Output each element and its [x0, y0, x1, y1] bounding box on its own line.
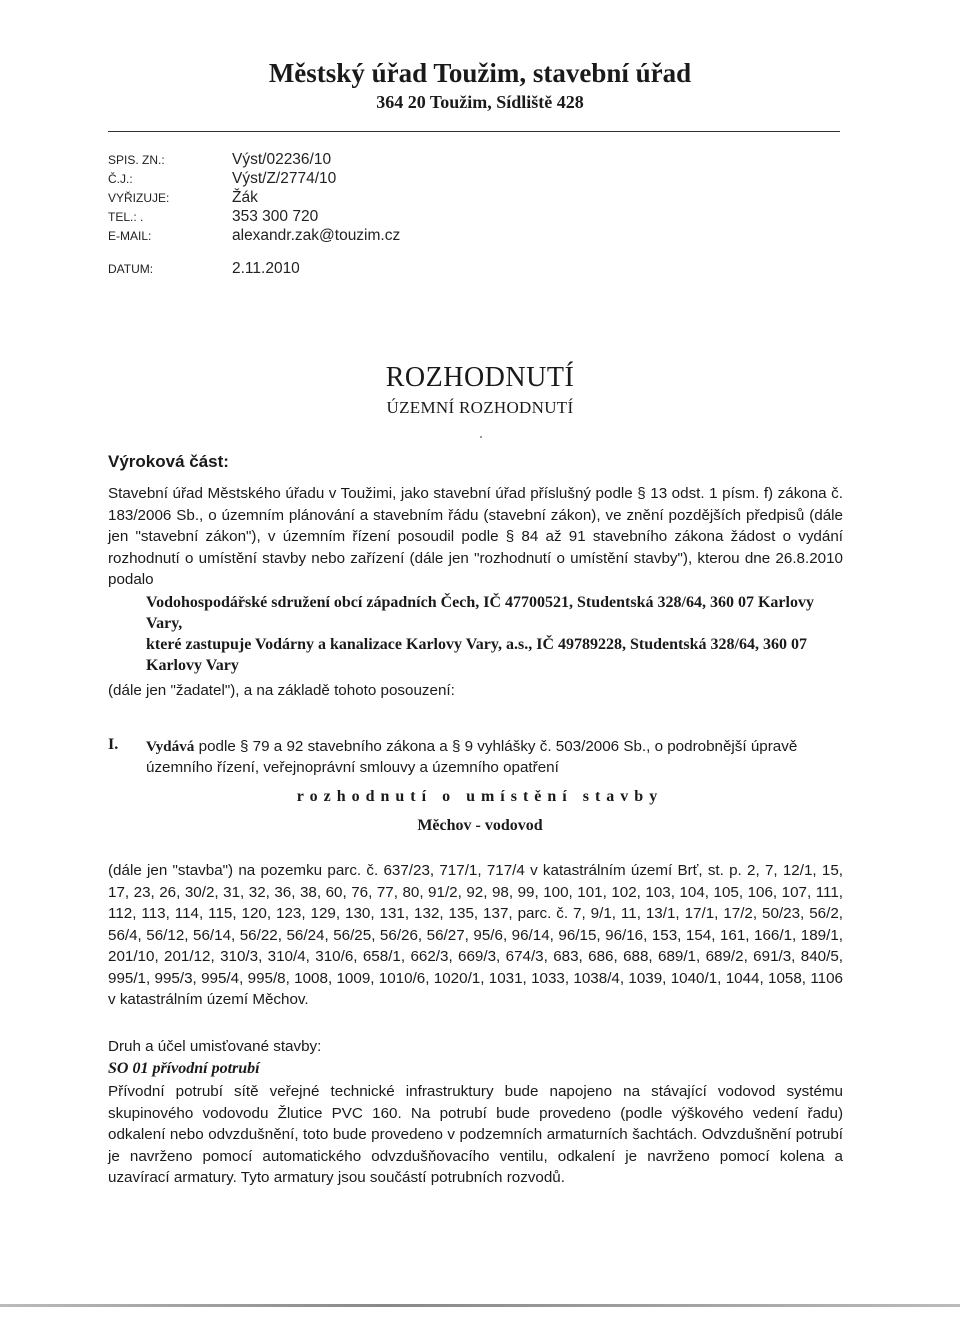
office-title: Městský úřad Toužim, stavební úřad [268, 58, 692, 88]
project-name: Měchov - vodovod [417, 817, 543, 834]
meta-key: SPIS. ZN.: [108, 152, 165, 167]
description-paragraph: Přívodní potrubí sítě veřejné technické infrastruktury bude napojeno na stávající vodovod systému skupinového vodovodu Žlutice PVC 160. Na potrubí bude provedeno (podle výškového vedení řadu) odkalení nebo odvzdušnění, toto bude provedeno v podzemních armaturních šachtách. Odvzdušnění potrubí je navrženo pomocí automatického odvzdušňovacího ventilu, odkalení je navrženo pomocí kolena a uzavírací armatury. Tyto armatury jsou součástí potrubních rozvodů. [108, 1083, 843, 1186]
meta-key: Č.J.: [108, 171, 133, 186]
date-value: 2.11.2010 [232, 260, 300, 277]
parcels-paragraph: (dále jen "stavba") na pozemku parc. č. 637/23, 717/1, 717/4 v katastrálním území Brť, st. p. 2, 7, 12/1, 15, 17, 23, 26, 30/2, 31, 32, 36, 38, 60, 76, 77, 80, 91/2, 92, 98, 99, 100, 101, 102, 103, 104, 105, 106, 107, 111, 112, 113, 114, 115, 120, 123, 129, 130, 131, 132, 135, 137, parc. č. 7, 9/1, 11, 13/1, 17/1, 17/2, 50/23, 56/2, 56/4, 56/12, 56/14, 56/22, 56/24, 56/25, 56/26, 56/27, 95/6, 96/14, 96/15, 96/16, 153, 154, 161, 166/1, 189/1, 201/10, 201/12, 310/3, 310/4, 310/6, 658/1, 662/3, 669/3, 674/3, 683, 686, 688, 689/1, 689/2, 691/3, 840/5, 995/1, 995/3, 995/4, 995/8, 1008, 1009, 1010/6, 1020/1, 1031, 1033, 1038/4, 1039, 1040/1, 1044, 1058, 1106 v katastrálním území Měchov. [108, 862, 843, 1008]
date-row [108, 260, 300, 278]
meta-row-reference [108, 169, 400, 188]
applicant-representative: které zastupuje Vodárny a kanalizace Karlovy Vary, a.s., IČ 49789228, Studentská 328/64, 360 07 Karlovy Vary [146, 636, 807, 674]
item-numeral: I. [108, 736, 119, 753]
item-body: podle § 79 a 92 stavebního zákona a § 9 vyhlášky č. 503/2006 Sb., o podrobnější úpravě územního řízení, veřejnoprávní smlouvy a územního opatření [146, 738, 798, 776]
so-title: SO 01 přívodní potrubí [108, 1060, 260, 1077]
meta-key: TEL.: . [108, 209, 144, 224]
section-title: Výroková část: [108, 452, 229, 471]
meta-row-file-number [108, 150, 400, 169]
date-key: DATUM: [108, 262, 154, 276]
scan-speck [480, 436, 482, 438]
bottom-edge-line [0, 1304, 960, 1307]
intro-paragraph: Stavební úřad Městského úřadu v Toužimi, jako stavební úřad příslušný podle § 13 odst. 1 písm. f) zákona č. 183/2006 Sb., o územním plánování a stavebním řádu (stavební zákon), ve znění pozdějších předpisů (dále jen "stavební zákon"), v územním řízení posoudil podle § 84 až 91 stavebního zákona žádost o vydání rozhodnutí o umístění stavby nebo zařízení (dále jen "rozhodnutí o umístění stavby"), kterou dne 26.8.2010 podalo [108, 485, 843, 588]
meta-value: 353 300 720 [232, 207, 319, 225]
office-address: 364 20 Toužim, Sídliště 428 [376, 92, 584, 112]
meta-row-email [108, 226, 400, 245]
applicant-name: Vodohospodářské sdružení obcí západních Čech, IČ 47700521, Studentská 328/64, 360 07 Karlovy Vary, [146, 594, 814, 632]
header-divider [108, 131, 840, 132]
purpose-label: Druh a účel umisťované stavby: [108, 1038, 322, 1055]
item-verb: Vydává [146, 738, 195, 755]
document-heading: ROZHODNUTÍ [385, 362, 575, 393]
decision-type: rozhodnutí o umístění stavby [296, 788, 664, 805]
meta-row-handler [108, 188, 400, 207]
reference-block [108, 150, 400, 245]
meta-value: alexandr.zak@touzim.cz [232, 226, 401, 244]
document-subheading: ÚZEMNÍ ROZHODNUTÍ [386, 398, 574, 417]
meta-key: E-MAIL: [108, 228, 152, 243]
meta-key: VYŘIZUJE: [108, 190, 170, 205]
item-text [146, 736, 846, 778]
meta-value: Výst/Z/2774/10 [232, 169, 337, 187]
applicant-note: (dále jen "žadatel"), a na základě tohoto posouzení: [108, 682, 455, 699]
meta-row-phone [108, 207, 400, 226]
applicant-block [146, 592, 846, 676]
meta-value: Žák [232, 188, 258, 206]
meta-value: Výst/02236/10 [232, 150, 332, 168]
